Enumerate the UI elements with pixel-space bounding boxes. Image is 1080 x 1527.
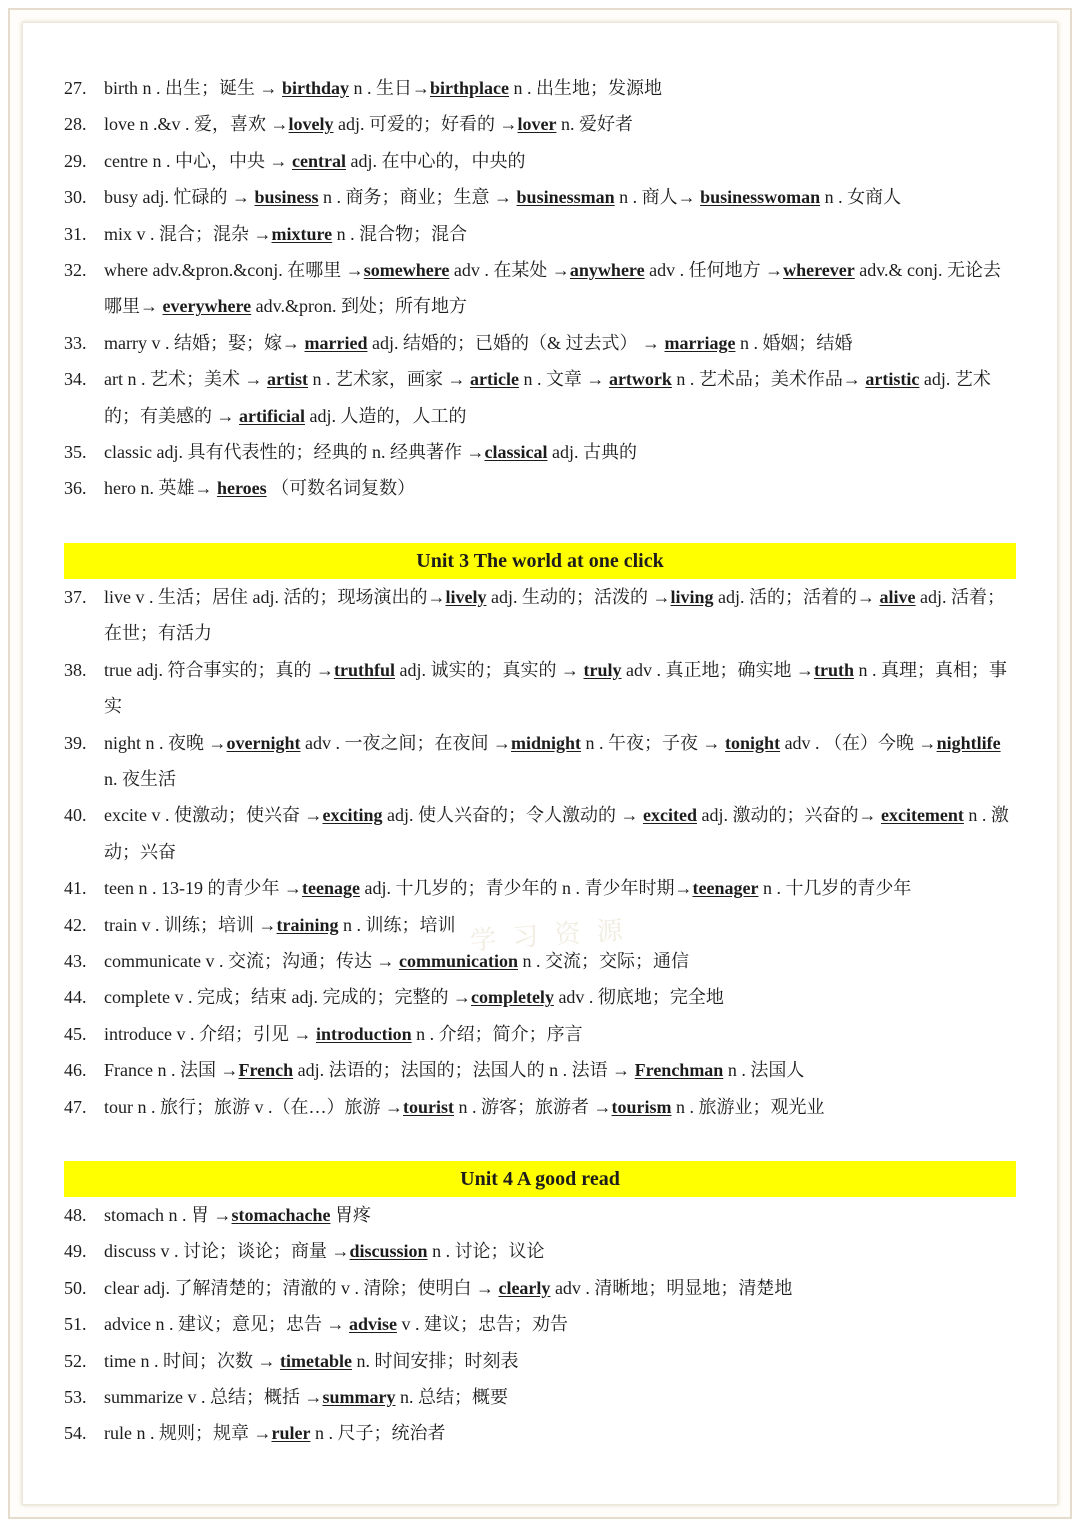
derived-word: heroes — [216, 478, 267, 499]
unit4-header: Unit 4 A good read — [64, 1161, 1016, 1197]
entry-number: 28. — [64, 114, 87, 135]
derived-word: tourism — [611, 1096, 672, 1117]
derived-word: mixture — [271, 223, 333, 244]
entry-number: 48. — [64, 1204, 87, 1225]
derived-word: artistic — [865, 369, 920, 390]
entry-text: teen n . 13-19 的青少年 →teenage adj. 十几岁的；青少年的 n . 青少年时期→teenager n . 十几岁的青少年 — [104, 878, 912, 899]
vocab-entry — [64, 797, 1016, 870]
entry-number: 40. — [64, 805, 87, 826]
watermark-graphic: 学 习 资 源 — [469, 915, 628, 957]
derived-word: nightlife — [936, 732, 1001, 753]
vocab-group-unit2 — [64, 70, 1016, 507]
derived-word: teenager — [692, 878, 759, 899]
entry-number: 49. — [64, 1241, 87, 1262]
derived-word: communication — [398, 950, 518, 971]
entry-number: 31. — [64, 223, 87, 244]
vocab-entry — [64, 1016, 1016, 1052]
vocab-group-unit4 — [64, 1197, 1016, 1452]
vocab-entry — [64, 1379, 1016, 1415]
entry-number: 54. — [64, 1423, 87, 1444]
entry-text: France n . 法国 →French adj. 法语的；法国的；法国人的 n . 法语 → Frenchman n . 法国人 — [104, 1060, 805, 1081]
entry-text: complete v . 完成；结束 adj. 完成的；完整的 →completely adv . 彻底地；完全地 — [104, 987, 724, 1008]
derived-word: tourist — [403, 1096, 454, 1117]
vocab-entry — [64, 216, 1016, 252]
vocab-entry — [64, 434, 1016, 470]
entry-number: 50. — [64, 1277, 87, 1298]
derived-word: article — [469, 369, 519, 390]
entry-text: introduce v . 介绍；引见 → introduction n . 介绍；简介；序言 — [104, 1023, 583, 1044]
vocab-entry — [64, 979, 1016, 1015]
derived-word: ruler — [271, 1423, 311, 1444]
entry-text: discuss v . 讨论；谈论；商量 →discussion n . 讨论；议论 — [104, 1241, 545, 1262]
entry-text: night n . 夜晚 →overnight adv . 一夜之间；在夜间 →midnight n . 午夜；子夜 → tonight adv . （在）今晚 →nightlife n. 夜生活 — [104, 732, 1001, 789]
vocab-entry — [64, 1233, 1016, 1269]
derived-word: business — [254, 187, 319, 208]
derived-word: businesswoman — [700, 187, 821, 208]
entry-text: love n .&v . 爱，喜欢 →lovely adj. 可爱的；好看的 →lover n. 爱好者 — [104, 114, 633, 135]
entry-text: communicate v . 交流；沟通；传达 → communication n . 交流；交际；通信 — [104, 950, 689, 971]
vocab-entry — [64, 725, 1016, 798]
derived-word: somewhere — [363, 260, 450, 281]
entry-text: stomach n . 胃 →stomachache 胃疼 — [104, 1204, 371, 1225]
entry-number: 51. — [64, 1314, 87, 1335]
derived-word: birthplace — [430, 78, 510, 98]
entry-number: 27. — [64, 78, 87, 98]
derived-word: artificial — [239, 405, 305, 426]
derived-word: everywhere — [162, 296, 252, 317]
derived-word: lover — [517, 114, 557, 135]
vocab-entry — [64, 361, 1016, 434]
entry-number: 39. — [64, 732, 87, 753]
vocab-entry — [64, 1089, 1016, 1125]
entry-number: 42. — [64, 914, 87, 935]
derived-word: truthful — [333, 659, 395, 680]
entry-number: 34. — [64, 369, 87, 390]
vocab-entry — [64, 143, 1016, 179]
derived-word: truth — [814, 659, 854, 680]
vocab-entry — [64, 325, 1016, 361]
vocab-entry — [64, 1415, 1016, 1451]
entry-number: 33. — [64, 332, 87, 353]
vocab-entry — [64, 1343, 1016, 1379]
entry-number: 29. — [64, 150, 87, 171]
entry-text: train v . 训练；培训 →training n . 训练；培训 — [104, 914, 456, 935]
vocab-entry — [64, 179, 1016, 215]
entry-text: marry v . 结婚；娶；嫁→ married adj. 结婚的；已婚的（& 过去式） → marriage n . 婚姻；结婚 — [104, 332, 853, 353]
derived-word: businessman — [516, 187, 615, 208]
vocab-entry — [64, 1270, 1016, 1306]
entry-number: 47. — [64, 1096, 87, 1117]
derived-word: timetable — [280, 1350, 352, 1371]
entry-number: 44. — [64, 987, 87, 1008]
entry-number: 52. — [64, 1350, 87, 1371]
derived-word: excited — [642, 805, 697, 826]
derived-word: teenage — [301, 878, 360, 899]
derived-word: introduction — [315, 1023, 412, 1044]
entry-text: where adv.&pron.&conj. 在哪里 →somewhere adv . 在某处 →anywhere adv . 任何地方 →wherever adv.& conj. 无论去哪里→ everywhere adv.&pron. 到处；所有地方 — [104, 260, 1002, 317]
derived-word: living — [670, 586, 714, 607]
vocab-entry — [64, 907, 1016, 943]
derived-word: overnight — [226, 732, 301, 753]
vocab-entry — [64, 252, 1016, 325]
derived-word: midnight — [511, 732, 582, 753]
unit3-header: Unit 3 The world at one click — [64, 543, 1016, 579]
vocabulary-list — [64, 70, 1016, 1452]
vocab-entry — [64, 1052, 1016, 1088]
derived-word: excitement — [880, 805, 964, 826]
derived-word: alive — [879, 586, 916, 607]
entry-text: mix v . 混合；混杂 →mixture n . 混合物；混合 — [104, 223, 468, 244]
entry-text: hero n. 英雄→ heroes （可数名词复数） — [104, 478, 416, 499]
derived-word: clearly — [498, 1277, 551, 1298]
entry-text: birth n . 出生；诞生 → birthday n . 生日→birthplace n . 出生地；发源地 — [104, 78, 663, 98]
entry-number: 45. — [64, 1023, 87, 1044]
vocab-entry — [64, 579, 1016, 652]
derived-word: advise — [348, 1314, 397, 1335]
entry-text: art n . 艺术；美术 → artist n . 艺术家，画家 → article n . 文章 → artwork n . 艺术品；美术作品→ artistic adj. 艺术的；有美感的 → artificial adj. 人造的，人工的 — [104, 369, 991, 426]
entry-text: time n . 时间；次数 → timetable n. 时间安排；时刻表 — [104, 1350, 519, 1371]
entry-number: 38. — [64, 659, 87, 680]
entry-text: live v . 生活；居住 adj. 活的；现场演出的→lively adj. 生动的；活泼的 →living adj. 活的；活着的→ alive adj. 活着；在世；有活力 — [104, 586, 1005, 644]
vocab-entry — [64, 70, 1016, 106]
entry-number: 43. — [64, 950, 87, 971]
entry-number: 35. — [64, 442, 87, 463]
vocab-entry — [64, 652, 1016, 725]
spacer — [64, 1125, 1016, 1161]
entry-number: 53. — [64, 1387, 87, 1407]
entry-text: rule n . 规则；规章 →ruler n . 尺子；统治者 — [104, 1423, 446, 1444]
derived-word: central — [291, 150, 346, 171]
vocab-entry — [64, 1197, 1016, 1233]
derived-word: French — [238, 1060, 294, 1081]
derived-word: wherever — [783, 260, 855, 281]
derived-word: exciting — [322, 805, 383, 826]
entry-text: true adj. 符合事实的；真的 →truthful adj. 诚实的；真实的 → truly adv . 真正地；确实地 →truth n . 真理；真相；事实 — [104, 659, 1007, 717]
derived-word: artwork — [608, 369, 672, 390]
derived-word: tonight — [725, 732, 781, 753]
entry-number: 41. — [64, 878, 87, 899]
entry-number: 32. — [64, 260, 87, 281]
derived-word: summary — [322, 1387, 396, 1407]
entry-text: clear adj. 了解清楚的；清澈的 v . 清除；使明白 → clearly adv . 清晰地；明显地；清楚地 — [104, 1277, 793, 1298]
entry-number: 37. — [64, 586, 87, 607]
vocab-entry — [64, 106, 1016, 142]
vocab-group-unit3 — [64, 579, 1016, 1125]
entry-number: 46. — [64, 1060, 87, 1081]
derived-word: completely — [470, 987, 554, 1008]
derived-word: birthday — [282, 78, 350, 98]
derived-word: lovely — [288, 114, 334, 135]
vocab-entry — [64, 943, 1016, 979]
entry-text: busy adj. 忙碌的 → business n . 商务；商业；生意 → businessman n . 商人→ businesswoman n . 女商人 — [104, 187, 902, 208]
vocab-entry — [64, 1306, 1016, 1342]
derived-word: stomachache — [231, 1204, 331, 1225]
entry-text: excite v . 使激动；使兴奋 →exciting adj. 使人兴奋的；令人激动的 → excited adj. 激动的；兴奋的→ excitement n . 激动；兴奋 — [104, 805, 1009, 862]
spacer — [64, 507, 1016, 543]
derived-word: lively — [445, 586, 487, 607]
vocab-entry — [64, 470, 1016, 506]
entry-text: classic adj. 具有代表性的；经典的 n. 经典著作 →classical adj. 古典的 — [104, 442, 637, 463]
vocab-entry — [64, 870, 1016, 906]
entry-number: 30. — [64, 187, 87, 208]
entry-text: summarize v . 总结；概括 →summary n. 总结；概要 — [104, 1387, 508, 1407]
derived-word: classical — [484, 442, 548, 463]
derived-word: artist — [266, 369, 308, 390]
derived-word: truly — [583, 659, 622, 680]
derived-word: anywhere — [569, 260, 645, 281]
entry-text: advice n . 建议；意见；忠告 → advise v . 建议；忠告；劝告 — [104, 1314, 568, 1335]
derived-word: married — [304, 332, 368, 353]
entry-text: centre n . 中心，中央 → central adj. 在中心的，中央的 — [104, 150, 526, 171]
entry-text: tour n . 旅行；旅游 v .（在…）旅游 →tourist n . 游客；旅游者 →tourism n . 旅游业；观光业 — [104, 1096, 825, 1117]
derived-word: marriage — [664, 332, 736, 353]
derived-word: Frenchman — [634, 1060, 724, 1081]
entry-number: 36. — [64, 478, 87, 499]
derived-word: training — [276, 914, 339, 935]
derived-word: discussion — [349, 1241, 428, 1262]
